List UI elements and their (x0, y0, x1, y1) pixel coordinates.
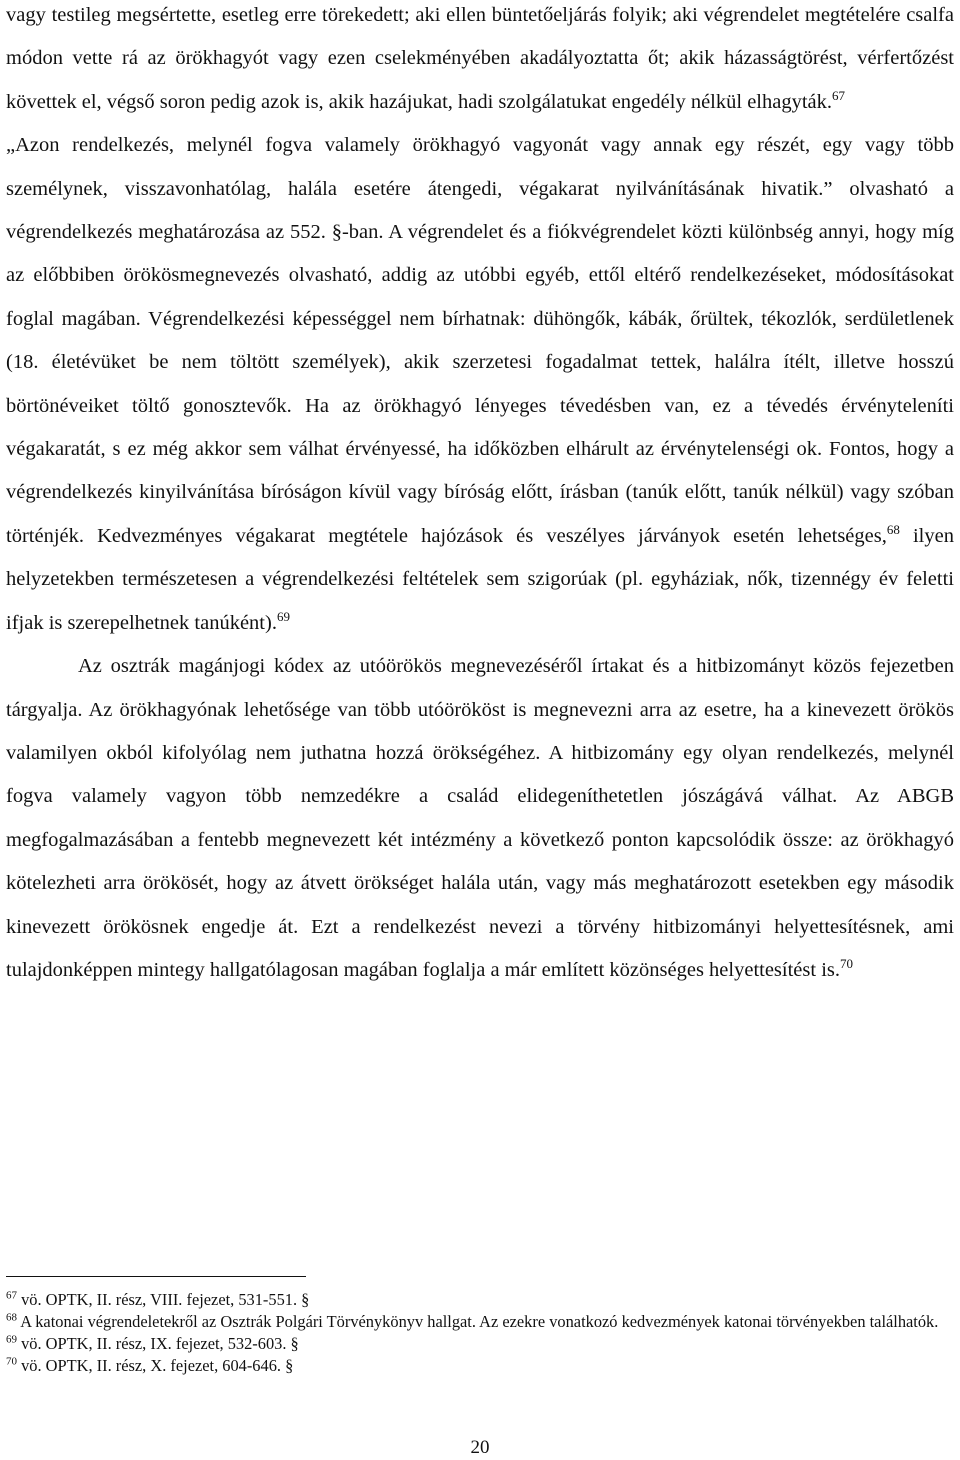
footnote (6, 1355, 954, 1377)
paragraph-text: „Azon rendelkezés, melynél fogva valamely örökhagyó vagyonát vagy annak egy részét, egy vagy több személynek, visszavonhatólag, halála esetére átengedi, végakarat nyilvánításának hivatik.” olvasható a végrendelkezés meghatározása az 552. §-ban. A végrendelet és a fiókvégrendelet közti különbség annyi, hogy míg az előbbiben örökösmegnevezés olvasható, addig az utóbbi egyéb, ettől eltérő rendelkezéseket, módosításokat foglal magában. Végrendelkezési képességgel nem bírhatnak: dühöngők, kábák, őrültek, tékozlók, serdületlenek (18. életévüket be nem töltött személyek), akik szerzetesi fogadalmat tettek, halálra ítélt, illetve hosszú börtönéveiket töltő gonosztevők. Ha az örökhagyó lényeges tévedésben van, ez a tévedés érvényteleníti végakaratát, s ez még akkor sem válhat érvényessé, ha időközben elhárult az érvénytelenségi ok. Fontos, hogy a végrendelkezés kinyilvánítása bíróságon kívül vagy bíróság előtt, írásban (tanúk előtt, tanúk nélkül) vagy szóban történjék. Kedvezményes végakarat megtétele hajózások és veszélyes járványok esetén lehetséges, (6, 134, 954, 547)
body-paragraph-1 (6, 0, 954, 124)
body-paragraph-2 (6, 124, 954, 645)
body-paragraph-3 (6, 645, 954, 992)
paragraph-text: ilyen helyzetekben természetesen a végrendelkezési feltételek sem szigorúak (pl. egyháziak, nők, tizennégy év feletti ifjak is szerepelhetnek tanúként). (6, 524, 954, 634)
footnote-text: vö. OPTK, II. rész, X. fejezet, 604-646. § (17, 1356, 294, 1375)
footnote (6, 1289, 954, 1311)
footnote-number: 69 (6, 1333, 17, 1346)
page-number: 20 (470, 1437, 490, 1458)
paragraph-text: Az osztrák magánjogi kódex az utóörökös megnevezéséről írtakat és a hitbizományt közös fejezetben tárgyalja. Az örökhagyónak lehetősége van több utóörököst is megnevezni arra az esetre, ha a kinevezett örökös valamilyen okból kifolyólag nem juthatna hozzá örökségéhez. A hitbizomány egy olyan rendelkezés, melynél fogva valamely vagyon több nemzedékre a család elidegeníthetetlen jószágává válhat. Az ABGB megfogalmazásában a fentebb megnevezett két intézmény a következő ponton kapcsolódik össze: az örökhagyó kötelezheti arra örökösét, hogy az átvett örökséget halála után, vagy más meghatározott esetekben egy második kinevezett örökösnek engedje át. Ezt a rendelkezést nevezi a törvény hitbizományi helyettesítésnek, ami tulajdonképpen mintegy hallgatólagosan magában foglalja a már említett közönséges helyettesítést is. (6, 655, 954, 981)
document-page (6, 0, 954, 992)
footnote-text: A katonai végrendeletekről az Osztrák Polgári Törvénykönyv hallgat. Az ezekre vonatkozó kedvezmények katonai törvényekben találhatók. (17, 1312, 939, 1331)
footnote-reference[interactable]: 67 (832, 87, 846, 103)
footnote-reference[interactable]: 70 (840, 956, 853, 972)
footnote-separator (6, 1276, 306, 1277)
footnote-reference[interactable]: 69 (276, 608, 290, 624)
footnote-number: 70 (6, 1355, 17, 1368)
footnote (6, 1333, 954, 1355)
footnote-text: vö. OPTK, II. rész, IX. fejezet, 532-603. § (17, 1334, 299, 1353)
footnote-number: 67 (6, 1289, 17, 1302)
footnote (6, 1311, 954, 1333)
footnotes-section (6, 1289, 954, 1377)
footnote-reference[interactable]: 68 (886, 522, 900, 538)
paragraph-text: vagy testileg megsértette, esetleg erre törekedett; aki ellen büntetőeljárás folyik; aki végrendelet megtételére csalfa módon vette rá az örökhagyót vagy ezen cselekményében akadályoztatta őt; akik házasságtörést, vérfertőzést követtek el, végső soron pedig azok is, akik hazájukat, hadi szolgálatukat engedély nélkül elhagyták. (6, 4, 954, 113)
footnote-number: 68 (6, 1311, 17, 1324)
footnote-text: vö. OPTK, II. rész, VIII. fejezet, 531-551. § (17, 1290, 310, 1309)
